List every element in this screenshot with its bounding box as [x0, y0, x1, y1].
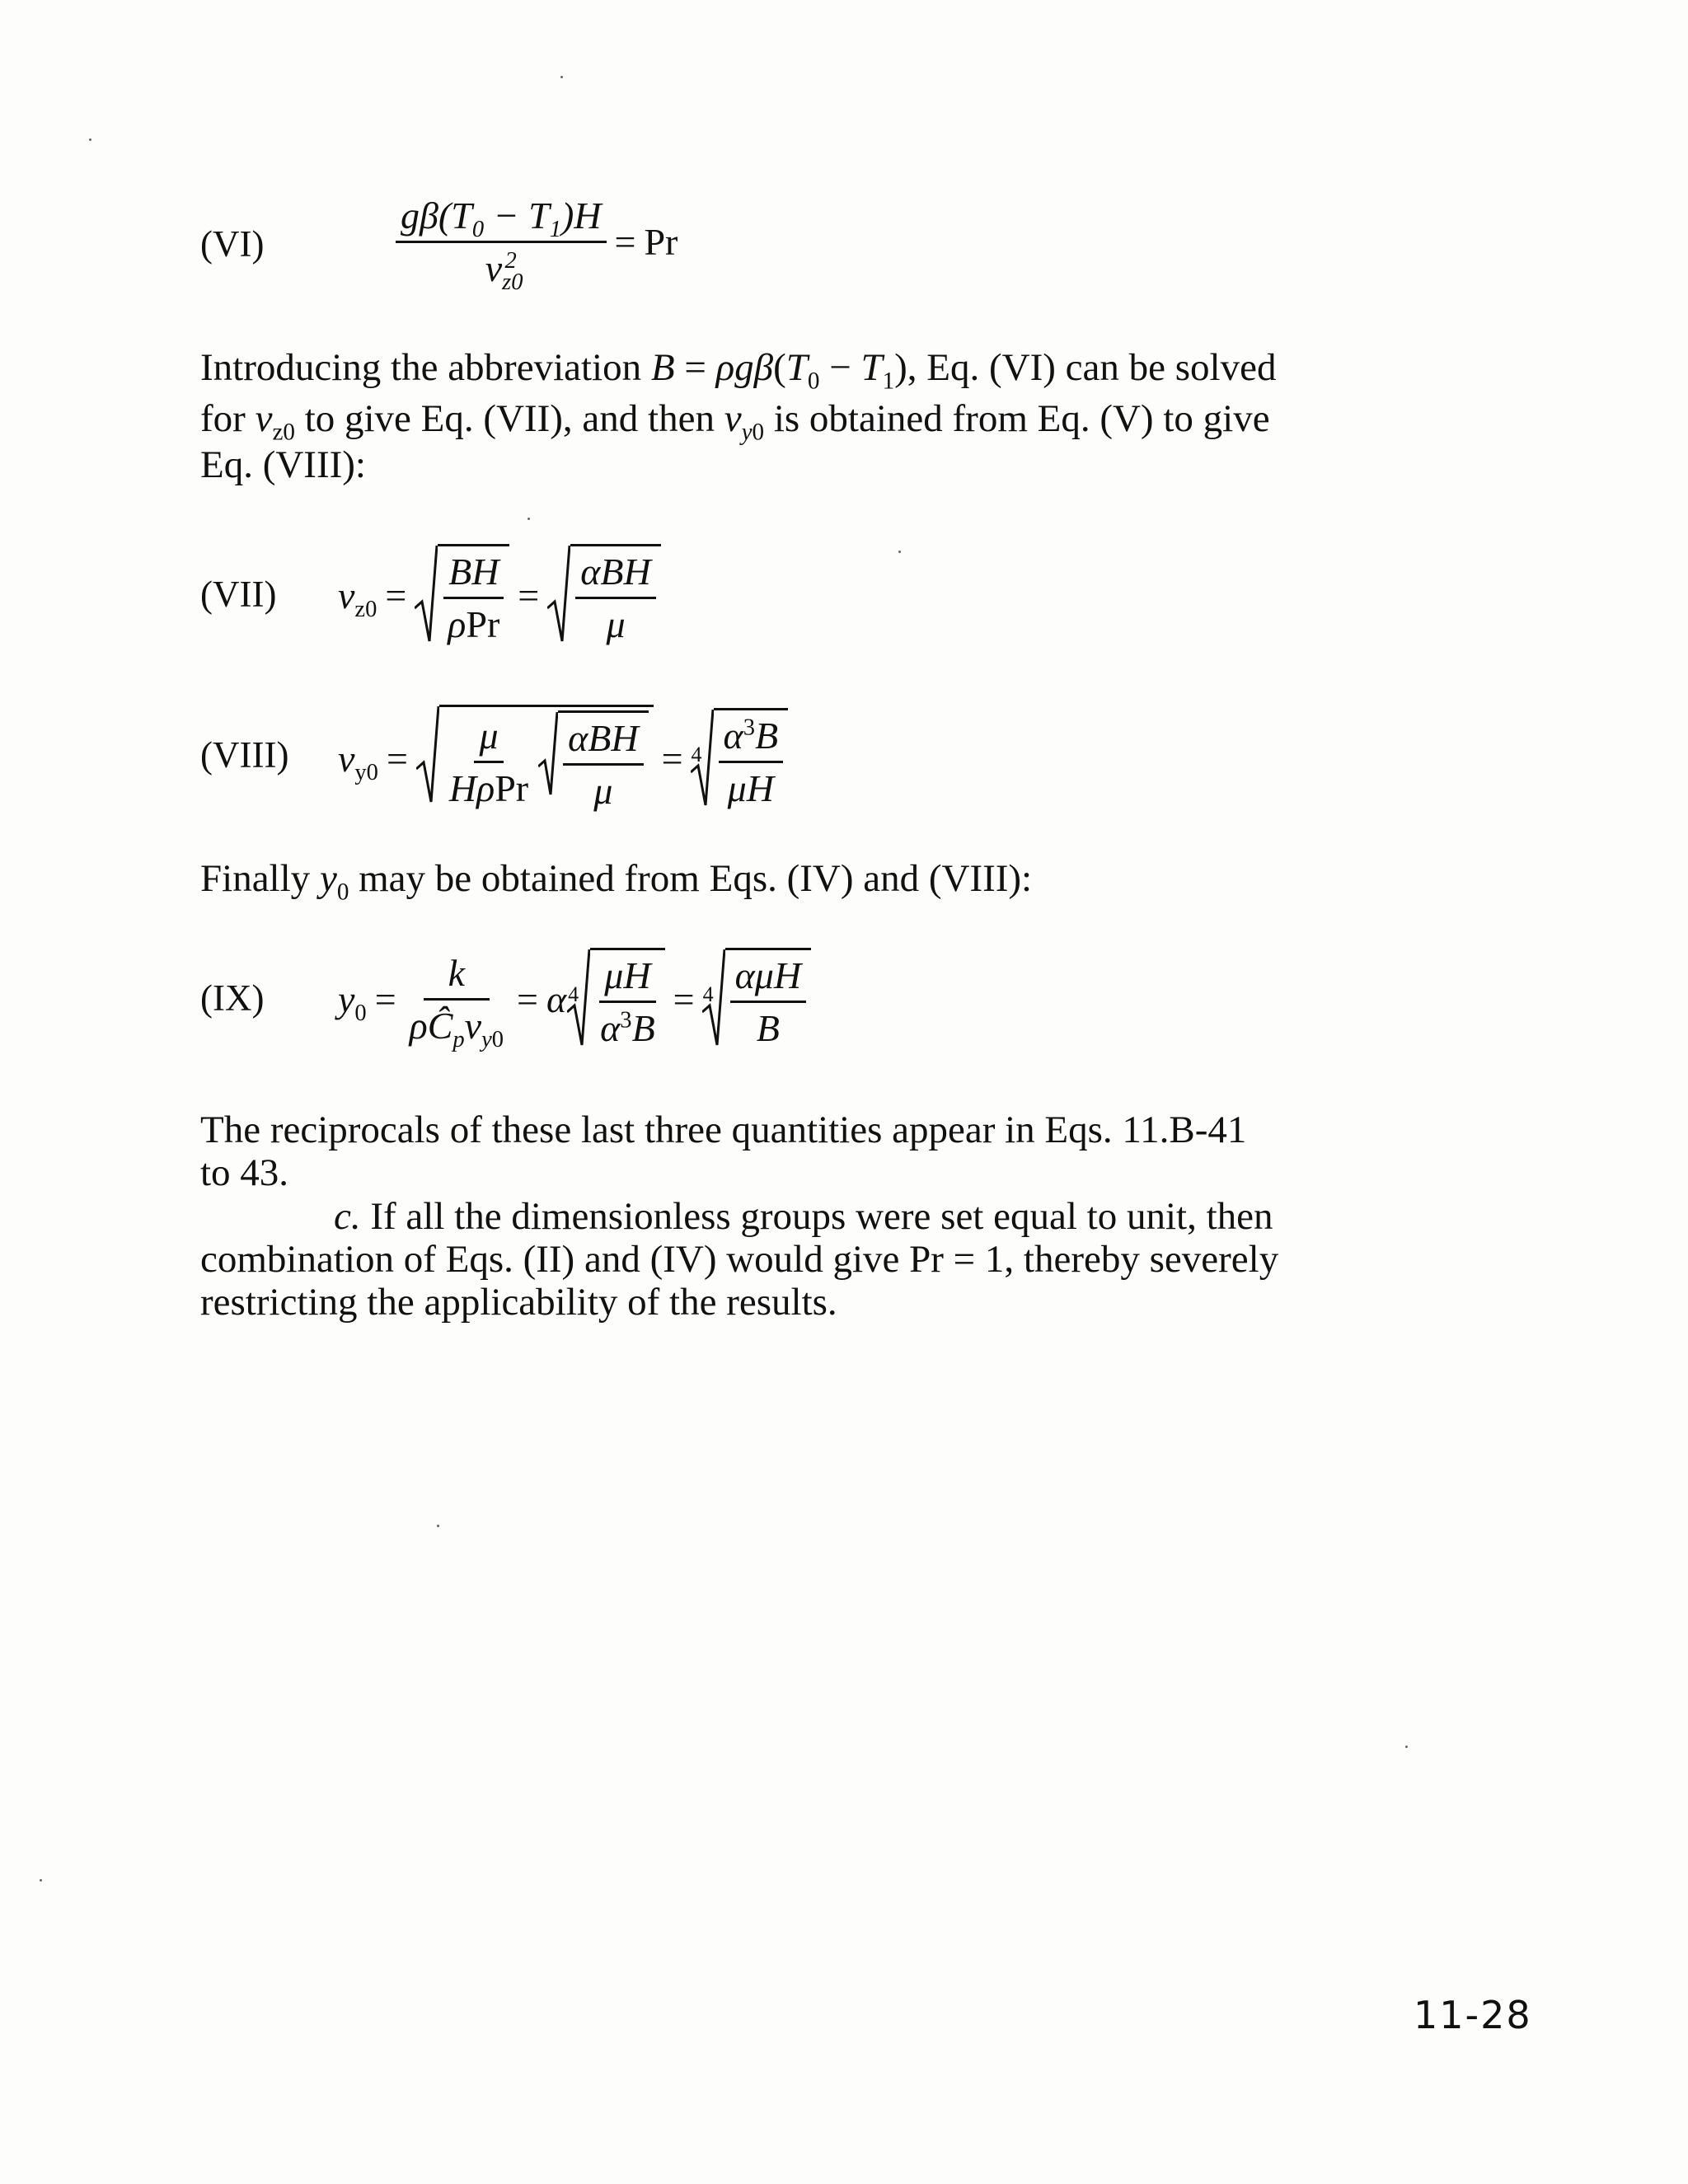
reciprocals-line-2: to 43.	[200, 1151, 289, 1194]
equation-vi: $\frac{g\beta(T_0 - T_1)H}{v_{z0}^2}$ = Pr	[396, 194, 678, 290]
scan-speck	[437, 1525, 439, 1527]
equation-label-vi: (VI)	[200, 223, 265, 265]
sqrt-sign: $\frac{\mu}{\text{HρPr}}$ $\frac{\text{αBH}}{\mu}$	[416, 705, 654, 813]
equation-label-ix: (IX)	[200, 977, 265, 1019]
sqrt-sign: $\frac{BH}{\text{ρPr}}$	[415, 544, 509, 646]
fourth-root-sign: $\frac{\alpha^3B}{\mu H}$	[691, 708, 789, 810]
part-c-line-3: restricting the applicability of the results.	[200, 1281, 837, 1324]
equation-ix: $y_0$ = $\frac{k}{\rho Ĉ_pv_{y0}}$ = α 4 $\frac{\mu H}{\alpha^3B}$ = 4 $\frac{\text{αμH}}{B}$	[338, 948, 811, 1050]
part-c-line-2: combination of Eqs. (II) and (IV) would give Pr = 1, thereby severely	[200, 1238, 1279, 1281]
scan-speck	[528, 518, 530, 520]
scan-speck	[1405, 1746, 1408, 1748]
sqrt-sign: $\frac{\text{αBH}}{\mu}$	[547, 544, 660, 646]
intro-line-3: Eq. (VIII):	[200, 443, 366, 486]
intro-line-1: Introducing the abbreviation $B = \rho g\beta(T_0 - T_1)$, Eq. (VI) can be solved	[200, 346, 1277, 395]
fourth-root-sign: $\frac{\text{αμH}}{B}$	[702, 948, 811, 1050]
fourth-root-sign: $\frac{\mu H}{\alpha^3B}$	[567, 948, 665, 1050]
scan-speck	[898, 551, 901, 553]
scan-speck	[40, 1879, 42, 1882]
part-c-line-1: c. If all the dimensionless groups were set equal to unit, then	[334, 1195, 1273, 1238]
equation-label-viii: (VIII)	[200, 734, 289, 776]
equation-viii: $v_{y0}$ = $\frac{\mu}{\text{HρPr}}$ $\frac{\text{αBH}}{\mu}$ = 4 $\frac{\alpha^3B}{\mu H}$	[338, 705, 788, 813]
finally-line: Finally $y_0$ may be obtained from Eqs. (IV) and (VIII):	[200, 857, 1033, 906]
scan-speck	[560, 76, 563, 78]
equation-label-vii: (VII)	[200, 574, 277, 615]
page-number: 11-28	[1414, 1993, 1532, 2037]
reciprocals-line-1: The reciprocals of these last three quantities appear in Eqs. 11.B-41	[200, 1108, 1247, 1151]
intro-line-2: for $v_{z0}$ to give Eq. (VII), and then $v_{y0}$ is obtained from Eq. (V) to give	[200, 397, 1270, 446]
equation-vii: $v_{z0}$ = $\frac{BH}{\text{ρPr}}$ = $\frac{\text{αBH}}{\mu}$	[338, 544, 661, 646]
scan-speck	[89, 138, 91, 141]
